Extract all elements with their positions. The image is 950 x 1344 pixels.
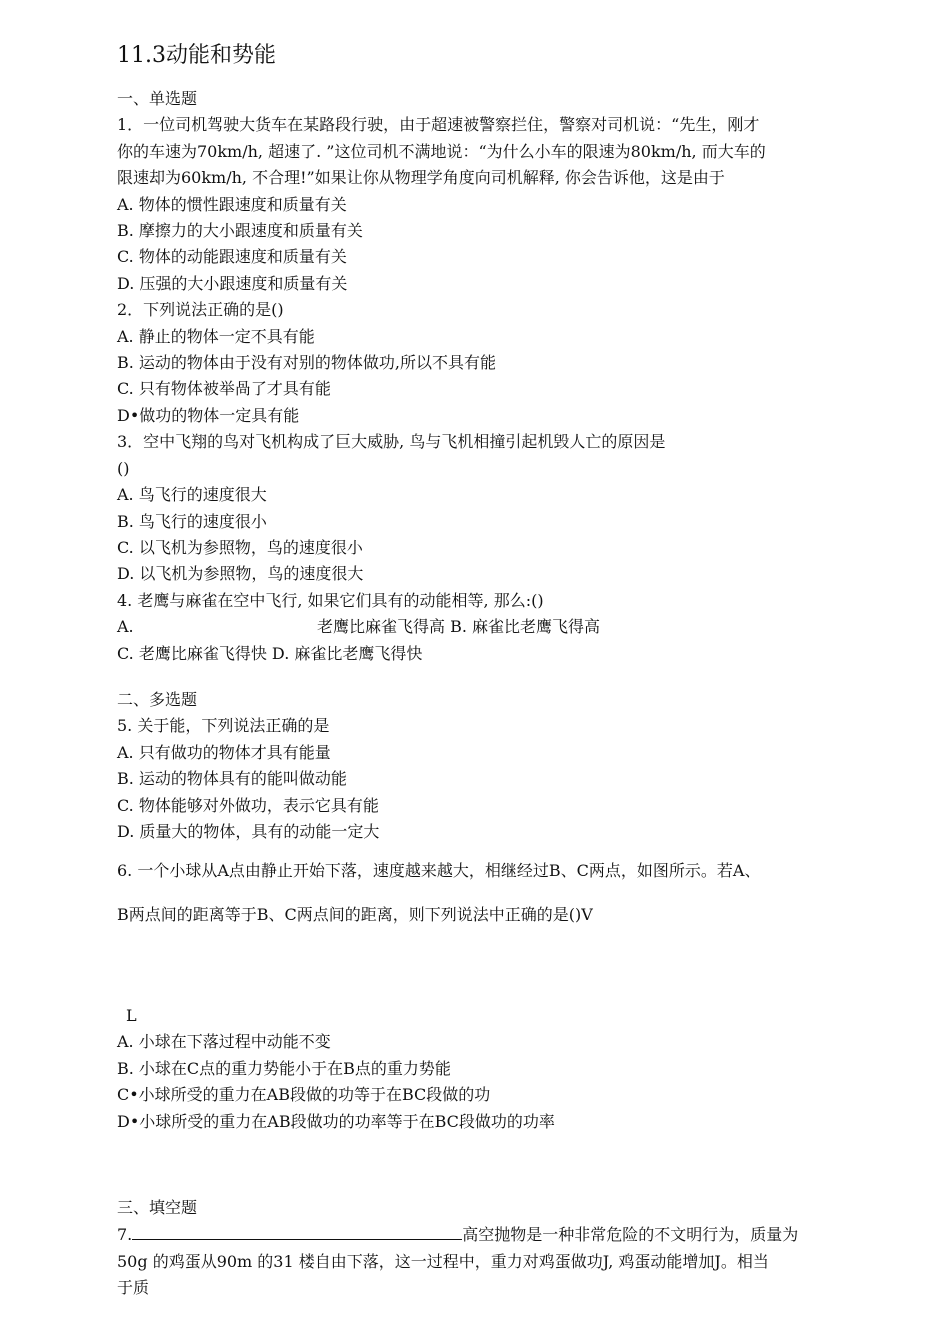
question-7-stem-line-3: 于质 <box>117 1278 150 1298</box>
question-3-option-b: B. 鸟飞行的速度很小 <box>117 511 267 531</box>
question-7-stem-line-1 <box>117 1221 847 1248</box>
document-page <box>117 40 847 1302</box>
question-4-stem: 4. 老鹰与麻雀在空中飞行, 如果它们具有的动能相等, 那么:() <box>117 590 544 610</box>
question-7-stem-text: 高空抛物是一种非常危险的不文明行为，质量为 <box>462 1225 799 1245</box>
question-3-paren: () <box>117 458 130 478</box>
question-3-option-a: A. 鸟飞行的速度很大 <box>117 485 267 505</box>
question-5-option-a: A. 只有做功的物体才具有能量 <box>117 742 331 762</box>
question-2-stem: 2．下列说法正确的是() <box>117 300 284 320</box>
question-6-option-b: B. 小球在C点的重力势能小于在B点的重力势能 <box>117 1058 451 1078</box>
question-2-option-c: C. 只有物体被举咼了才具有能 <box>117 379 331 399</box>
question-7 <box>117 1221 847 1301</box>
question-1-option-c: C. 物体的动能跟速度和质量有关 <box>117 247 347 267</box>
question-6-stem-line-1: 6. 一个小球从A点由静止开始下落，速度越来越大，相继经过B、C两点，如图所示。若A、 <box>117 861 761 881</box>
question-1 <box>117 112 847 297</box>
question-3-option-c: C. 以飞机为参照物，鸟的速度很小 <box>117 537 363 557</box>
question-1-stem-line-1: 1．一位司机驾驶大货车在某路段行驶，由于超速被警察拦住，警察对司机说：“先生，刚才 <box>117 115 760 135</box>
question-5 <box>117 713 847 845</box>
question-5-option-d: D. 质量大的物体，具有的动能一定大 <box>117 821 380 841</box>
question-1-stem-line-2: 你的车速为70km/h, 超速了. ”这位司机不满地说：“为什么小车的限速为80km/h, 而大车的 <box>117 141 766 161</box>
question-4-option-cd: C. 老鹰比麻雀飞得快 D. 麻雀比老鹰飞得快 <box>117 643 423 663</box>
question-7-stem-line-2: 50g 的鸡蛋从90m 的31 楼自由下落，这一过程中，重力对鸡蛋做功J, 鸡蛋动能增加J。相当 <box>117 1251 769 1271</box>
question-6-stem-line-2: B两点间的距离等于B、C两点间的距离，则下列说法中正确的是()V <box>117 905 593 925</box>
question-4-option-ab <box>117 614 847 640</box>
question-7-number: 7. <box>117 1225 133 1245</box>
question-6-option-d: D•小球所受的重力在AB段做功的功率等于在BC段做功的功率 <box>117 1111 555 1131</box>
question-2-option-b: B. 运动的物体由于没有对别的物体做功,所以不具有能 <box>117 353 497 373</box>
section-heading-multi: 二、多选题 <box>117 689 198 709</box>
question-4-option-ab-text: 老鹰比麻雀飞得高 B. 麻雀比老鹰飞得高 <box>317 617 601 637</box>
question-5-stem: 5. 关于能，下列说法正确的是 <box>117 716 330 736</box>
question-1-option-a: A. 物体的惯性跟速度和质量有关 <box>117 194 347 214</box>
question-4 <box>117 588 847 667</box>
question-3 <box>117 429 847 587</box>
question-1-stem-line-3: 限速却为60km/h, 不合理!”如果让你从物理学角度向司机解释, 你会告诉他，这是由于 <box>117 168 725 188</box>
question-6-figure-label: L <box>126 1006 137 1026</box>
question-2-option-d: D•做功的物体一定具有能 <box>117 405 300 425</box>
question-3-stem: 3．空中飞翔的鸟对飞机构成了巨大威胁, 鸟与飞机相撞引起机毁人亡的原因是 <box>117 432 666 452</box>
question-6-option-c: C•小球所受的重力在AB段做的功等于在BC段做的功 <box>117 1085 491 1105</box>
section-heading-fill: 三、填空题 <box>117 1198 198 1217</box>
question-1-option-b: B. 摩擦力的大小跟速度和质量有关 <box>117 221 363 241</box>
question-6 <box>117 849 847 1135</box>
question-5-option-b: B. 运动的物体具有的能叫做动能 <box>117 769 347 789</box>
question-5-option-c: C. 物体能够对外做功，表示它具有能 <box>117 795 379 815</box>
question-2 <box>117 297 847 429</box>
question-7-answer-blank <box>132 1221 462 1240</box>
question-6-option-a: A. 小球在下落过程中动能不变 <box>117 1032 331 1052</box>
question-4-option-a-label: A. <box>117 617 134 637</box>
section-heading-single: 一、单选题 <box>117 89 198 108</box>
question-2-option-a: A. 静止的物体一定不具有能 <box>117 326 315 346</box>
document-title: 11.3动能和势能 <box>117 43 276 68</box>
question-3-option-d: D. 以飞机为参照物，鸟的速度很大 <box>117 564 364 584</box>
question-1-option-d: D. 压强的大小跟速度和质量有关 <box>117 273 348 293</box>
